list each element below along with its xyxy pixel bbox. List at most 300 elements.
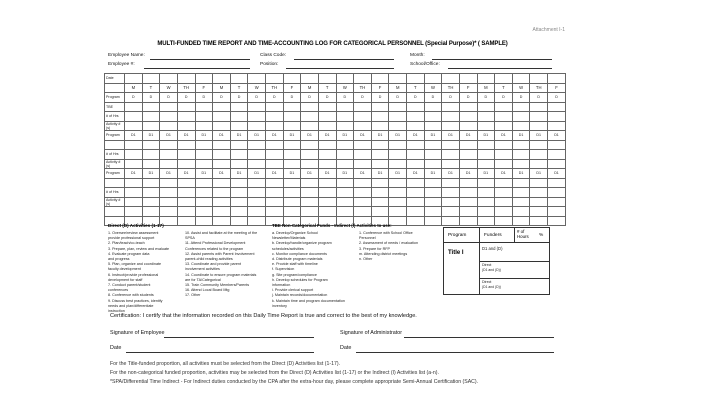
grid-cell[interactable] xyxy=(177,159,195,169)
grid-cell[interactable] xyxy=(407,102,425,112)
grid-cell[interactable] xyxy=(407,159,425,169)
grid-cell[interactable] xyxy=(389,140,407,150)
grid-cell[interactable]: D1 xyxy=(301,131,319,141)
grid-cell[interactable]: D1 xyxy=(389,131,407,141)
grid-cell[interactable]: D xyxy=(125,93,143,103)
grid-cell[interactable] xyxy=(336,159,354,169)
grid-cell[interactable] xyxy=(301,150,319,160)
grid-cell[interactable] xyxy=(459,216,477,226)
grid-cell[interactable] xyxy=(407,188,425,198)
grid-cell[interactable] xyxy=(477,102,495,112)
grid-cell[interactable] xyxy=(195,74,213,84)
grid-cell[interactable] xyxy=(266,102,284,112)
grid-cell[interactable]: D xyxy=(424,93,442,103)
grid-cell[interactable] xyxy=(477,207,495,217)
grid-cell[interactable] xyxy=(495,207,513,217)
grid-cell[interactable] xyxy=(195,178,213,188)
grid-cell[interactable]: D1 xyxy=(495,169,513,179)
grid-cell[interactable]: D1 xyxy=(424,131,442,141)
grid-cell[interactable] xyxy=(442,112,460,122)
grid-cell[interactable]: D xyxy=(336,93,354,103)
grid-cell[interactable] xyxy=(336,178,354,188)
grid-cell[interactable] xyxy=(266,150,284,160)
grid-cell[interactable]: F xyxy=(195,83,213,93)
grid-cell[interactable] xyxy=(354,150,372,160)
grid-cell[interactable] xyxy=(371,178,389,188)
grid-cell[interactable]: D xyxy=(301,93,319,103)
grid-cell[interactable] xyxy=(389,197,407,207)
grid-cell[interactable]: M xyxy=(477,83,495,93)
grid-cell[interactable]: D1 xyxy=(283,131,301,141)
grid-cell[interactable]: D1 xyxy=(195,131,213,141)
grid-cell[interactable] xyxy=(318,121,336,131)
grid-cell[interactable] xyxy=(442,140,460,150)
grid-cell[interactable]: D1 xyxy=(530,131,548,141)
grid-cell[interactable] xyxy=(248,207,266,217)
grid-cell[interactable] xyxy=(512,140,530,150)
grid-cell[interactable]: D1 xyxy=(548,131,566,141)
grid-cell[interactable] xyxy=(301,159,319,169)
grid-cell[interactable]: D1 xyxy=(424,169,442,179)
grid-cell[interactable] xyxy=(283,159,301,169)
grid-cell[interactable] xyxy=(125,159,143,169)
grid-cell[interactable]: D1 xyxy=(177,131,195,141)
grid-cell[interactable] xyxy=(318,140,336,150)
grid-cell[interactable] xyxy=(459,140,477,150)
grid-cell[interactable] xyxy=(389,74,407,84)
grid-cell[interactable] xyxy=(230,140,248,150)
grid-cell[interactable] xyxy=(424,150,442,160)
grid-cell[interactable] xyxy=(512,102,530,112)
grid-cell[interactable]: F xyxy=(371,83,389,93)
grid-cell[interactable] xyxy=(459,197,477,207)
grid-cell[interactable]: D1 xyxy=(195,169,213,179)
grid-cell[interactable] xyxy=(354,121,372,131)
grid-cell[interactable]: D1 xyxy=(177,169,195,179)
grid-cell[interactable] xyxy=(142,159,160,169)
grid-cell[interactable] xyxy=(125,74,143,84)
grid-cell[interactable]: D xyxy=(283,93,301,103)
grid-cell[interactable] xyxy=(407,112,425,122)
grid-cell[interactable] xyxy=(548,178,566,188)
grid-cell[interactable] xyxy=(266,178,284,188)
grid-cell[interactable] xyxy=(354,140,372,150)
grid-cell[interactable] xyxy=(477,216,495,226)
grid-cell[interactable] xyxy=(248,74,266,84)
grid-cell[interactable] xyxy=(142,150,160,160)
grid-cell[interactable] xyxy=(548,159,566,169)
grid-cell[interactable] xyxy=(336,121,354,131)
grid-cell[interactable]: D1 xyxy=(160,169,178,179)
grid-cell[interactable]: D1 xyxy=(389,169,407,179)
grid-cell[interactable] xyxy=(407,140,425,150)
grid-cell[interactable] xyxy=(477,112,495,122)
grid-cell[interactable]: D1 xyxy=(371,169,389,179)
grid-cell[interactable] xyxy=(283,140,301,150)
grid-cell[interactable] xyxy=(318,188,336,198)
grid-cell[interactable] xyxy=(459,112,477,122)
grid-cell[interactable] xyxy=(177,112,195,122)
grid-cell[interactable] xyxy=(230,159,248,169)
grid-cell[interactable] xyxy=(548,121,566,131)
grid-cell[interactable] xyxy=(495,74,513,84)
grid-cell[interactable] xyxy=(512,112,530,122)
grid-cell[interactable] xyxy=(248,178,266,188)
grid-cell[interactable]: D1 xyxy=(407,169,425,179)
grid-cell[interactable] xyxy=(424,74,442,84)
grid-cell[interactable]: D1 xyxy=(230,131,248,141)
grid-cell[interactable] xyxy=(424,197,442,207)
grid-cell[interactable]: M xyxy=(301,83,319,93)
grid-cell[interactable]: D xyxy=(318,93,336,103)
grid-cell[interactable]: M xyxy=(213,83,231,93)
grid-cell[interactable] xyxy=(160,197,178,207)
grid-cell[interactable] xyxy=(283,188,301,198)
grid-cell[interactable] xyxy=(142,178,160,188)
grid-cell[interactable] xyxy=(354,188,372,198)
grid-cell[interactable] xyxy=(371,112,389,122)
grid-cell[interactable]: D1 xyxy=(318,131,336,141)
grid-cell[interactable] xyxy=(177,188,195,198)
grid-cell[interactable] xyxy=(301,207,319,217)
grid-cell[interactable] xyxy=(336,112,354,122)
grid-cell[interactable] xyxy=(548,207,566,217)
grid-cell[interactable] xyxy=(142,207,160,217)
grid-cell[interactable] xyxy=(195,159,213,169)
grid-cell[interactable]: D1 xyxy=(477,169,495,179)
grid-cell[interactable] xyxy=(512,121,530,131)
grid-cell[interactable] xyxy=(195,216,213,226)
grid-cell[interactable] xyxy=(266,188,284,198)
grid-cell[interactable] xyxy=(442,188,460,198)
grid-cell[interactable] xyxy=(177,121,195,131)
grid-cell[interactable] xyxy=(318,159,336,169)
grid-cell[interactable] xyxy=(477,178,495,188)
grid-cell[interactable] xyxy=(371,102,389,112)
grid-cell[interactable] xyxy=(248,197,266,207)
grid-cell[interactable] xyxy=(283,102,301,112)
grid-cell[interactable] xyxy=(195,112,213,122)
grid-cell[interactable] xyxy=(459,178,477,188)
grid-cell[interactable] xyxy=(548,112,566,122)
grid-cell[interactable] xyxy=(407,216,425,226)
grid-cell[interactable] xyxy=(442,102,460,112)
grid-cell[interactable] xyxy=(512,159,530,169)
grid-cell[interactable] xyxy=(407,178,425,188)
grid-cell[interactable] xyxy=(213,140,231,150)
grid-cell[interactable]: D xyxy=(230,93,248,103)
grid-cell[interactable] xyxy=(512,207,530,217)
grid-cell[interactable]: D1 xyxy=(371,131,389,141)
grid-cell[interactable] xyxy=(530,121,548,131)
grid-cell[interactable] xyxy=(177,150,195,160)
grid-cell[interactable] xyxy=(160,188,178,198)
grid-cell[interactable] xyxy=(160,112,178,122)
grid-cell[interactable] xyxy=(230,178,248,188)
grid-cell[interactable] xyxy=(230,207,248,217)
grid-cell[interactable] xyxy=(336,150,354,160)
grid-cell[interactable]: TH xyxy=(354,83,372,93)
grid-cell[interactable]: D1 xyxy=(495,131,513,141)
grid-cell[interactable] xyxy=(142,102,160,112)
grid-cell[interactable] xyxy=(407,121,425,131)
grid-cell[interactable] xyxy=(371,159,389,169)
grid-cell[interactable]: D xyxy=(548,93,566,103)
grid-cell[interactable] xyxy=(530,112,548,122)
grid-cell[interactable] xyxy=(495,197,513,207)
grid-cell[interactable] xyxy=(195,150,213,160)
grid-cell[interactable] xyxy=(442,178,460,188)
grid-cell[interactable]: D1 xyxy=(248,169,266,179)
grid-cell[interactable] xyxy=(283,207,301,217)
grid-cell[interactable]: D xyxy=(530,93,548,103)
grid-cell[interactable]: D xyxy=(266,93,284,103)
grid-cell[interactable]: D1 xyxy=(248,131,266,141)
grid-cell[interactable]: F xyxy=(283,83,301,93)
grid-cell[interactable] xyxy=(477,150,495,160)
grid-cell[interactable] xyxy=(213,159,231,169)
grid-cell[interactable] xyxy=(283,197,301,207)
grid-cell[interactable] xyxy=(371,150,389,160)
grid-cell[interactable]: D xyxy=(442,93,460,103)
grid-cell[interactable] xyxy=(442,216,460,226)
grid-cell[interactable] xyxy=(230,112,248,122)
grid-cell[interactable] xyxy=(442,74,460,84)
grid-cell[interactable]: TH xyxy=(177,83,195,93)
grid-cell[interactable]: D1 xyxy=(142,169,160,179)
grid-cell[interactable]: D1 xyxy=(512,131,530,141)
grid-cell[interactable] xyxy=(442,159,460,169)
grid-cell[interactable] xyxy=(230,216,248,226)
grid-cell[interactable] xyxy=(125,102,143,112)
grid-cell[interactable] xyxy=(459,188,477,198)
grid-cell[interactable] xyxy=(195,197,213,207)
grid-cell[interactable] xyxy=(318,207,336,217)
grid-cell[interactable] xyxy=(354,178,372,188)
grid-cell[interactable] xyxy=(248,150,266,160)
grid-cell[interactable] xyxy=(213,178,231,188)
grid-cell[interactable]: W xyxy=(160,83,178,93)
grid-cell[interactable]: D1 xyxy=(266,169,284,179)
grid-cell[interactable] xyxy=(477,121,495,131)
grid-cell[interactable] xyxy=(160,74,178,84)
grid-cell[interactable] xyxy=(266,140,284,150)
grid-cell[interactable] xyxy=(459,121,477,131)
grid-cell[interactable] xyxy=(301,197,319,207)
grid-cell[interactable] xyxy=(230,74,248,84)
grid-cell[interactable] xyxy=(248,159,266,169)
grid-cell[interactable]: W xyxy=(512,83,530,93)
grid-cell[interactable] xyxy=(283,74,301,84)
grid-cell[interactable] xyxy=(142,121,160,131)
grid-cell[interactable] xyxy=(548,102,566,112)
grid-cell[interactable]: D xyxy=(213,93,231,103)
grid-cell[interactable] xyxy=(495,140,513,150)
grid-cell[interactable]: TH xyxy=(442,83,460,93)
grid-cell[interactable] xyxy=(442,121,460,131)
grid-cell[interactable] xyxy=(424,216,442,226)
grid-cell[interactable]: D xyxy=(160,93,178,103)
grid-cell[interactable] xyxy=(371,140,389,150)
grid-cell[interactable]: D1 xyxy=(354,131,372,141)
grid-cell[interactable] xyxy=(177,197,195,207)
grid-cell[interactable] xyxy=(230,197,248,207)
grid-cell[interactable] xyxy=(213,121,231,131)
grid-cell[interactable] xyxy=(230,121,248,131)
grid-cell[interactable] xyxy=(266,74,284,84)
grid-cell[interactable] xyxy=(495,121,513,131)
grid-cell[interactable] xyxy=(301,74,319,84)
grid-cell[interactable]: D xyxy=(371,93,389,103)
grid-cell[interactable] xyxy=(336,102,354,112)
grid-cell[interactable] xyxy=(371,197,389,207)
grid-cell[interactable] xyxy=(424,112,442,122)
grid-cell[interactable] xyxy=(125,150,143,160)
grid-cell[interactable] xyxy=(266,207,284,217)
grid-cell[interactable]: T xyxy=(407,83,425,93)
grid-cell[interactable] xyxy=(424,121,442,131)
grid-cell[interactable] xyxy=(213,150,231,160)
grid-cell[interactable]: D xyxy=(459,93,477,103)
grid-cell[interactable] xyxy=(495,188,513,198)
grid-cell[interactable] xyxy=(495,159,513,169)
grid-cell[interactable]: D1 xyxy=(459,131,477,141)
grid-cell[interactable] xyxy=(160,121,178,131)
grid-cell[interactable] xyxy=(424,102,442,112)
grid-cell[interactable] xyxy=(301,121,319,131)
grid-cell[interactable] xyxy=(389,188,407,198)
grid-cell[interactable]: D1 xyxy=(266,131,284,141)
grid-cell[interactable] xyxy=(177,178,195,188)
grid-cell[interactable] xyxy=(142,140,160,150)
grid-cell[interactable]: D xyxy=(354,93,372,103)
grid-cell[interactable]: T xyxy=(318,83,336,93)
grid-cell[interactable]: D1 xyxy=(442,131,460,141)
grid-cell[interactable] xyxy=(354,197,372,207)
grid-cell[interactable] xyxy=(459,159,477,169)
grid-cell[interactable] xyxy=(495,112,513,122)
grid-cell[interactable] xyxy=(125,178,143,188)
grid-cell[interactable]: D1 xyxy=(548,169,566,179)
grid-cell[interactable]: W xyxy=(424,83,442,93)
grid-cell[interactable]: D1 xyxy=(442,169,460,179)
grid-cell[interactable] xyxy=(389,102,407,112)
grid-cell[interactable] xyxy=(530,102,548,112)
grid-cell[interactable] xyxy=(160,207,178,217)
grid-cell[interactable]: D1 xyxy=(213,169,231,179)
grid-cell[interactable] xyxy=(142,188,160,198)
grid-cell[interactable]: F xyxy=(459,83,477,93)
grid-cell[interactable] xyxy=(160,102,178,112)
grid-cell[interactable] xyxy=(230,102,248,112)
grid-cell[interactable]: D xyxy=(477,93,495,103)
grid-cell[interactable] xyxy=(318,102,336,112)
grid-cell[interactable]: D1 xyxy=(301,169,319,179)
grid-cell[interactable]: TH xyxy=(530,83,548,93)
grid-cell[interactable] xyxy=(213,102,231,112)
grid-cell[interactable] xyxy=(389,121,407,131)
grid-cell[interactable] xyxy=(266,121,284,131)
grid-cell[interactable]: D1 xyxy=(160,131,178,141)
grid-cell[interactable] xyxy=(195,121,213,131)
grid-cell[interactable] xyxy=(548,74,566,84)
grid-cell[interactable] xyxy=(530,207,548,217)
grid-cell[interactable]: D1 xyxy=(125,131,143,141)
grid-cell[interactable] xyxy=(512,188,530,198)
grid-cell[interactable] xyxy=(512,216,530,226)
grid-cell[interactable] xyxy=(548,197,566,207)
grid-cell[interactable] xyxy=(318,197,336,207)
grid-cell[interactable]: T xyxy=(230,83,248,93)
grid-cell[interactable] xyxy=(318,150,336,160)
grid-cell[interactable] xyxy=(389,178,407,188)
grid-cell[interactable] xyxy=(389,207,407,217)
grid-cell[interactable] xyxy=(530,140,548,150)
grid-cell[interactable]: T xyxy=(142,83,160,93)
grid-cell[interactable] xyxy=(530,178,548,188)
grid-cell[interactable] xyxy=(248,216,266,226)
grid-cell[interactable] xyxy=(213,197,231,207)
grid-cell[interactable] xyxy=(354,207,372,217)
grid-cell[interactable] xyxy=(371,74,389,84)
grid-cell[interactable] xyxy=(142,112,160,122)
grid-cell[interactable] xyxy=(459,207,477,217)
grid-cell[interactable] xyxy=(354,102,372,112)
grid-cell[interactable] xyxy=(125,140,143,150)
grid-cell[interactable] xyxy=(530,197,548,207)
grid-cell[interactable] xyxy=(283,112,301,122)
grid-cell[interactable]: M xyxy=(389,83,407,93)
grid-cell[interactable] xyxy=(195,188,213,198)
grid-cell[interactable] xyxy=(318,112,336,122)
grid-cell[interactable] xyxy=(530,150,548,160)
grid-cell[interactable] xyxy=(318,74,336,84)
grid-cell[interactable] xyxy=(512,74,530,84)
grid-cell[interactable] xyxy=(125,121,143,131)
grid-cell[interactable]: D1 xyxy=(336,169,354,179)
grid-cell[interactable] xyxy=(407,197,425,207)
grid-cell[interactable] xyxy=(477,140,495,150)
grid-cell[interactable]: T xyxy=(495,83,513,93)
grid-cell[interactable] xyxy=(177,74,195,84)
grid-cell[interactable] xyxy=(512,150,530,160)
grid-cell[interactable] xyxy=(125,188,143,198)
grid-cell[interactable] xyxy=(301,140,319,150)
grid-cell[interactable] xyxy=(213,216,231,226)
grid-cell[interactable] xyxy=(301,102,319,112)
grid-cell[interactable] xyxy=(389,159,407,169)
grid-cell[interactable] xyxy=(459,150,477,160)
grid-cell[interactable]: W xyxy=(336,83,354,93)
grid-cell[interactable] xyxy=(354,74,372,84)
grid-cell[interactable] xyxy=(125,197,143,207)
grid-cell[interactable] xyxy=(248,121,266,131)
grid-cell[interactable] xyxy=(142,74,160,84)
grid-cell[interactable] xyxy=(407,207,425,217)
grid-cell[interactable] xyxy=(389,112,407,122)
grid-cell[interactable] xyxy=(301,112,319,122)
grid-cell[interactable] xyxy=(477,188,495,198)
grid-cell[interactable] xyxy=(548,216,566,226)
grid-cell[interactable] xyxy=(530,159,548,169)
grid-cell[interactable] xyxy=(442,150,460,160)
grid-cell[interactable] xyxy=(477,197,495,207)
grid-cell[interactable] xyxy=(512,197,530,207)
grid-cell[interactable] xyxy=(160,159,178,169)
grid-cell[interactable]: D1 xyxy=(530,169,548,179)
grid-cell[interactable] xyxy=(125,112,143,122)
grid-cell[interactable] xyxy=(213,74,231,84)
